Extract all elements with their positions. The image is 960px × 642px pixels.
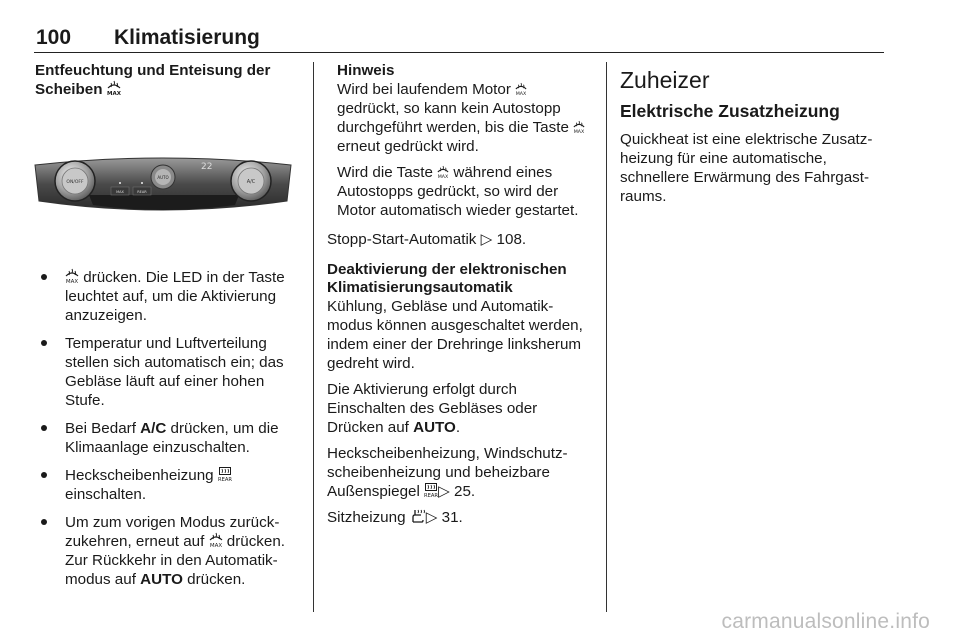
note-box: [337, 80, 593, 220]
svg-text:MAX: MAX: [515, 92, 527, 96]
list-item: Bei Bedarf A/C drücken, um die Klimaanlage einzuschalten.: [35, 419, 301, 457]
cross-reference: Stopp-Start-Automatik ▷ 108.: [327, 231, 527, 248]
column-divider-1: [313, 62, 314, 612]
rear-defrost-icon: [424, 482, 438, 498]
defrost-max-icon: [573, 120, 585, 134]
page-header: [34, 22, 884, 53]
body-paragraph: Sitzheizung ▷ 31.: [327, 509, 463, 526]
svg-text:ON/OFF: ON/OFF: [66, 180, 84, 185]
page-ref-arrow-icon: ▷: [438, 483, 450, 500]
rear-defrost-icon: [218, 466, 232, 482]
note-title: Hinweis: [337, 62, 395, 79]
list-item: Heckscheibenheizung REAR einschalten.: [35, 466, 301, 504]
list-item: MAX drücken. Die LED in der Taste leuchtet auf, um die Aktivierung anzuzeigen.: [35, 268, 301, 325]
svg-text:MAX: MAX: [116, 190, 124, 194]
section-heading-deactivation: Deaktivierung der elektronischen Klimatisierungsautomatik: [327, 261, 567, 296]
page-number: 100: [36, 26, 72, 49]
body-paragraph: Heckscheibenheizung, Windschutz-scheibenheizung und beheizbare Außenspiegel REAR ▷ 25.: [327, 445, 568, 500]
section-heading-defrost: Entfeuchtung und Enteisung der Scheiben MAX: [35, 62, 271, 98]
svg-text:REAR: REAR: [424, 493, 439, 498]
body-paragraph: Quickheat ist eine elektrische Zusatz-heizung für eine automatische, schnellere Erwärmung des Fahrgast-raums.: [620, 131, 873, 205]
page-ref-arrow-icon: ▷: [480, 231, 493, 248]
svg-text:REAR: REAR: [217, 477, 232, 482]
watermark: carmanualsonline.info: [721, 610, 930, 633]
svg-text:MAX: MAX: [573, 130, 585, 134]
column-3: [620, 62, 886, 213]
seat-heating-icon: [410, 508, 426, 524]
defrost-max-icon: [65, 268, 79, 284]
body-paragraph: Die Aktivierung erfolgt durch Einschalten des Gebläses oder Drücken auf AUTO.: [327, 381, 538, 436]
svg-text:MAX: MAX: [437, 175, 449, 179]
column-2: [327, 62, 593, 534]
svg-text:MAX: MAX: [65, 279, 79, 284]
defrost-max-icon: [515, 82, 527, 96]
defrost-max-icon: [437, 165, 449, 179]
body-paragraph: Kühlung, Gebläse und Automatik-modus können ausgeschaltet werden, indem einer der Drehringe linksherum gedreht wird.: [327, 298, 583, 372]
climate-control-panel-image: [29, 143, 297, 223]
bullet-list: [35, 268, 301, 589]
list-item: Temperatur und Luftverteilung stellen sich automatisch ein; das Gebläse läuft auf einer hohen Stufe.: [35, 334, 301, 410]
svg-text:REAR: REAR: [137, 190, 147, 194]
note-paragraph: Wird bei laufendem Motor MAX gedrückt, so kann kein Autostopp durchgeführt werden, bis die Taste MAX erneut gedrückt wird.: [337, 81, 585, 155]
column-divider-2: [606, 62, 607, 612]
subsection-title: Elektrische Zusatzheizung: [620, 101, 840, 121]
section-title-zuheizer: Zuheizer: [620, 67, 710, 93]
defrost-max-icon: [209, 532, 223, 548]
note-paragraph: Wird die Taste MAX während eines Autostopps gedrückt, so wird der Motor automatisch wieder gestartet.: [337, 164, 579, 219]
page-ref-arrow-icon: ▷: [425, 509, 438, 526]
defrost-max-icon: [107, 80, 121, 96]
column-1: [35, 62, 301, 598]
svg-text:MAX: MAX: [106, 91, 121, 96]
list-item: Um zum vorigen Modus zurück-zukehren, erneut auf MAX drücken. Zur Rückkehr in den Automatik-modus auf AUTO drücken.: [35, 513, 301, 589]
chapter-title: Klimatisierung: [114, 26, 260, 49]
panel-temp-display: 22: [201, 162, 213, 172]
svg-text:AUTO: AUTO: [157, 175, 169, 180]
svg-text:A/C: A/C: [246, 179, 256, 185]
svg-text:MAX: MAX: [209, 543, 222, 548]
